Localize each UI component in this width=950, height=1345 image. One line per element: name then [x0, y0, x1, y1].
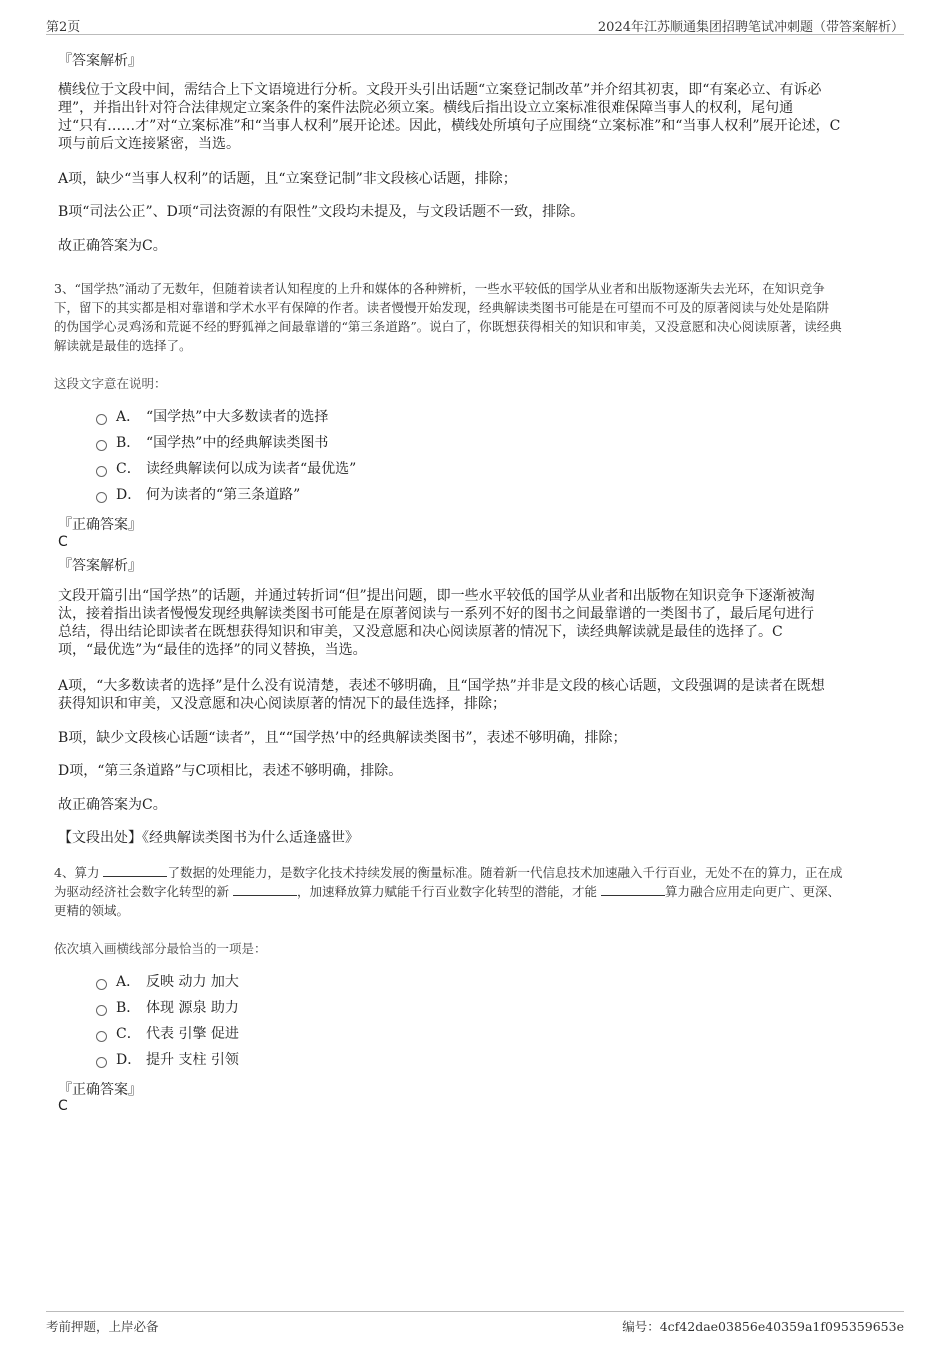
- q3-source: 【文段出处】《经典解读类图书为什么适逢盛世》: [58, 830, 359, 846]
- q4-stem-line: [54, 863, 898, 882]
- q3-stem-line: 解读就是最佳的选择了。: [54, 338, 192, 353]
- option-letter: D．: [116, 487, 142, 503]
- radio-icon[interactable]: [96, 979, 107, 990]
- q4-answer: C: [58, 1098, 68, 1114]
- option-text: 体现 源泉 助力: [146, 1000, 239, 1016]
- q3-option-d[interactable]: [96, 485, 300, 505]
- q3-note-a-line: 获得知识和审美，又没意愿和决心阅读原著的情况下的最佳选择，排除；: [58, 696, 506, 712]
- radio-icon[interactable]: [96, 492, 107, 503]
- q3-option-a[interactable]: [96, 407, 328, 427]
- q3-note-d: D项，“第三条道路”与C项相比，表述不够明确，排除。: [58, 763, 403, 779]
- radio-icon[interactable]: [96, 1057, 107, 1068]
- q4-stem-text: 算力融合应用走向更广、更深、: [665, 884, 841, 899]
- q3-answer-label: 『正确答案』: [58, 517, 142, 533]
- option-text: 何为读者的“第三条道路”: [146, 487, 301, 503]
- q4-option-b[interactable]: [96, 998, 239, 1018]
- q4-stem-line: [54, 882, 898, 901]
- blank-3: [601, 883, 665, 896]
- q4-stem-text: 为驱动经济社会数字化转型的新: [54, 884, 230, 899]
- option-letter: A．: [116, 409, 141, 425]
- q4-stem-text: 4、算力: [54, 865, 100, 880]
- q3-stem-line: 3、“国学热”涌动了无数年，但随着读者认知程度的上升和媒体的各种辨析，一些水平较低的国学从业者和出版物逐渐失去光环，在知识竞争: [54, 281, 825, 296]
- option-letter: D．: [116, 1052, 142, 1068]
- q3-note-a: [58, 677, 890, 713]
- q4-stem-text: ，加速释放算力赋能千行百业数字化转型的潜能，才能: [297, 884, 598, 899]
- q3-prompt: 这段文字意在说明：: [54, 376, 167, 391]
- option-text: 代表 引擎 促进: [146, 1026, 239, 1042]
- footer-slogan: 考前押题，上岸必备: [46, 1319, 159, 1334]
- document-title: 2024年江苏顺通集团招聘笔试冲刺题（带答案解析）: [597, 20, 904, 35]
- q2-conclusion: 故正确答案为C。: [58, 238, 167, 254]
- q3-stem-line: 的伪国学心灵鸡汤和荒诞不经的野狐禅之间最靠谱的“第三条道路”。说白了，你既想获得相关的知识和审美，又没意愿和决心阅读原著，读经典: [54, 319, 842, 334]
- q2-analysis-line: 项与前后文连接紧密，当选。: [58, 136, 240, 152]
- q3-analysis-line: 文段开篇引出“国学热”的话题，并通过转折词“但”提出问题，即一些水平较低的国学从业者和出版物在知识竞争下逐渐被淘: [58, 588, 815, 604]
- q4-stem: [54, 863, 898, 920]
- page-footer: [46, 1311, 904, 1336]
- radio-icon[interactable]: [96, 466, 107, 477]
- option-letter: B．: [116, 435, 141, 451]
- radio-icon[interactable]: [96, 1031, 107, 1042]
- option-text: “国学热”中的经典解读类图书: [146, 435, 329, 451]
- q2-note-bd: B项“司法公正”、D项“司法资源的有限性”文段均未提及，与文段话题不一致，排除。: [58, 204, 585, 220]
- q3-conclusion: 故正确答案为C。: [58, 797, 167, 813]
- q3-option-b[interactable]: [96, 433, 328, 453]
- blank-2: [233, 883, 297, 896]
- option-text: 反映 动力 加大: [146, 974, 239, 990]
- option-letter: B．: [116, 1000, 141, 1016]
- option-letter: A．: [116, 974, 141, 990]
- q2-analysis-line: 横线位于文段中间，需结合上下文语境进行分析。文段开头引出话题“立案登记制改革”并介绍其初衷，即“有案必立、有诉必: [58, 82, 822, 98]
- q3-stem-line: 下，留下的其实都是相对靠谱和学术水平有保障的作者。读者慢慢开始发现，经典解读类图书可能是在可望而不可及的原著阅读与处处是陷阱: [54, 300, 830, 315]
- q3-note-a-line: A项，“大多数读者的选择”是什么没有说清楚，表述不够明确，且“国学热”并非是文段的核心话题，文段强调的是读者在既想: [58, 678, 825, 694]
- option-text: 提升 支柱 引领: [146, 1052, 239, 1068]
- q3-stem: [54, 279, 898, 355]
- q2-note-a: A项，缺少“当事人权利”的话题，且“立案登记制”非文段核心话题，排除；: [58, 171, 517, 187]
- q4-option-d[interactable]: [96, 1050, 239, 1070]
- q4-option-a[interactable]: [96, 972, 239, 992]
- page-header: [46, 14, 904, 35]
- q4-prompt: 依次填入画横线部分最恰当的一项是：: [54, 941, 267, 956]
- page-number: 第2页: [46, 20, 81, 35]
- q3-analysis: [58, 587, 890, 659]
- option-text: 读经典解读何以成为读者“最优选”: [146, 461, 357, 477]
- radio-icon[interactable]: [96, 1005, 107, 1016]
- q3-option-c[interactable]: [96, 459, 356, 479]
- q3-analysis-line: 总结，得出结论即读者在既想获得知识和审美，又没意愿和决心阅读原著的情况下，读经典解读就是最佳的选择了。C: [58, 624, 783, 640]
- q4-stem-line: 更精的领域。: [54, 903, 130, 918]
- q4-answer-label: 『正确答案』: [58, 1082, 142, 1098]
- q3-analysis-line: 项，“最优选”为“最佳的选择”的同义替换，当选。: [58, 642, 367, 658]
- option-letter: C．: [116, 461, 141, 477]
- q3-note-b: B项，缺少文段核心话题“读者”，且““国学热’中的经典解读类图书”，表述不够明确，排除；: [58, 730, 627, 746]
- q2-analysis-line: 过“只有……才”对“立案标准”和“当事人权利”展开论述。因此，横线处所填句子应围绕“立案标准”和“当事人权利”展开论述，C: [58, 118, 841, 134]
- q4-option-c[interactable]: [96, 1024, 239, 1044]
- q2-analysis-label: 『答案解析』: [58, 53, 142, 69]
- option-text: “国学热”中大多数读者的选择: [146, 409, 329, 425]
- document-code: 编号：4cf42dae03856e40359a1f095359653e: [622, 1319, 904, 1334]
- q2-analysis-line: 理”，并指出针对符合法律规定立案条件的案件法院必须立案。横线后指出设立立案标准很难保障当事人的权利，尾句通: [58, 100, 794, 116]
- q2-analysis: [58, 81, 890, 153]
- option-letter: C．: [116, 1026, 141, 1042]
- q4-stem-text: 了数据的处理能力，是数字化技术持续发展的衡量标准。随着新一代信息技术加速融入千行百业，无处不在的算力，正在成: [167, 865, 843, 880]
- radio-icon[interactable]: [96, 414, 107, 425]
- q3-analysis-line: 汰，接着指出读者慢慢发现经典解读类图书可能是在原著阅读与一系列不好的图书之间最靠谱的一类图书了，最后尾句进行: [58, 606, 814, 622]
- q3-answer: C: [58, 534, 68, 550]
- blank-1: [103, 864, 167, 877]
- radio-icon[interactable]: [96, 440, 107, 451]
- q3-analysis-label: 『答案解析』: [58, 558, 142, 574]
